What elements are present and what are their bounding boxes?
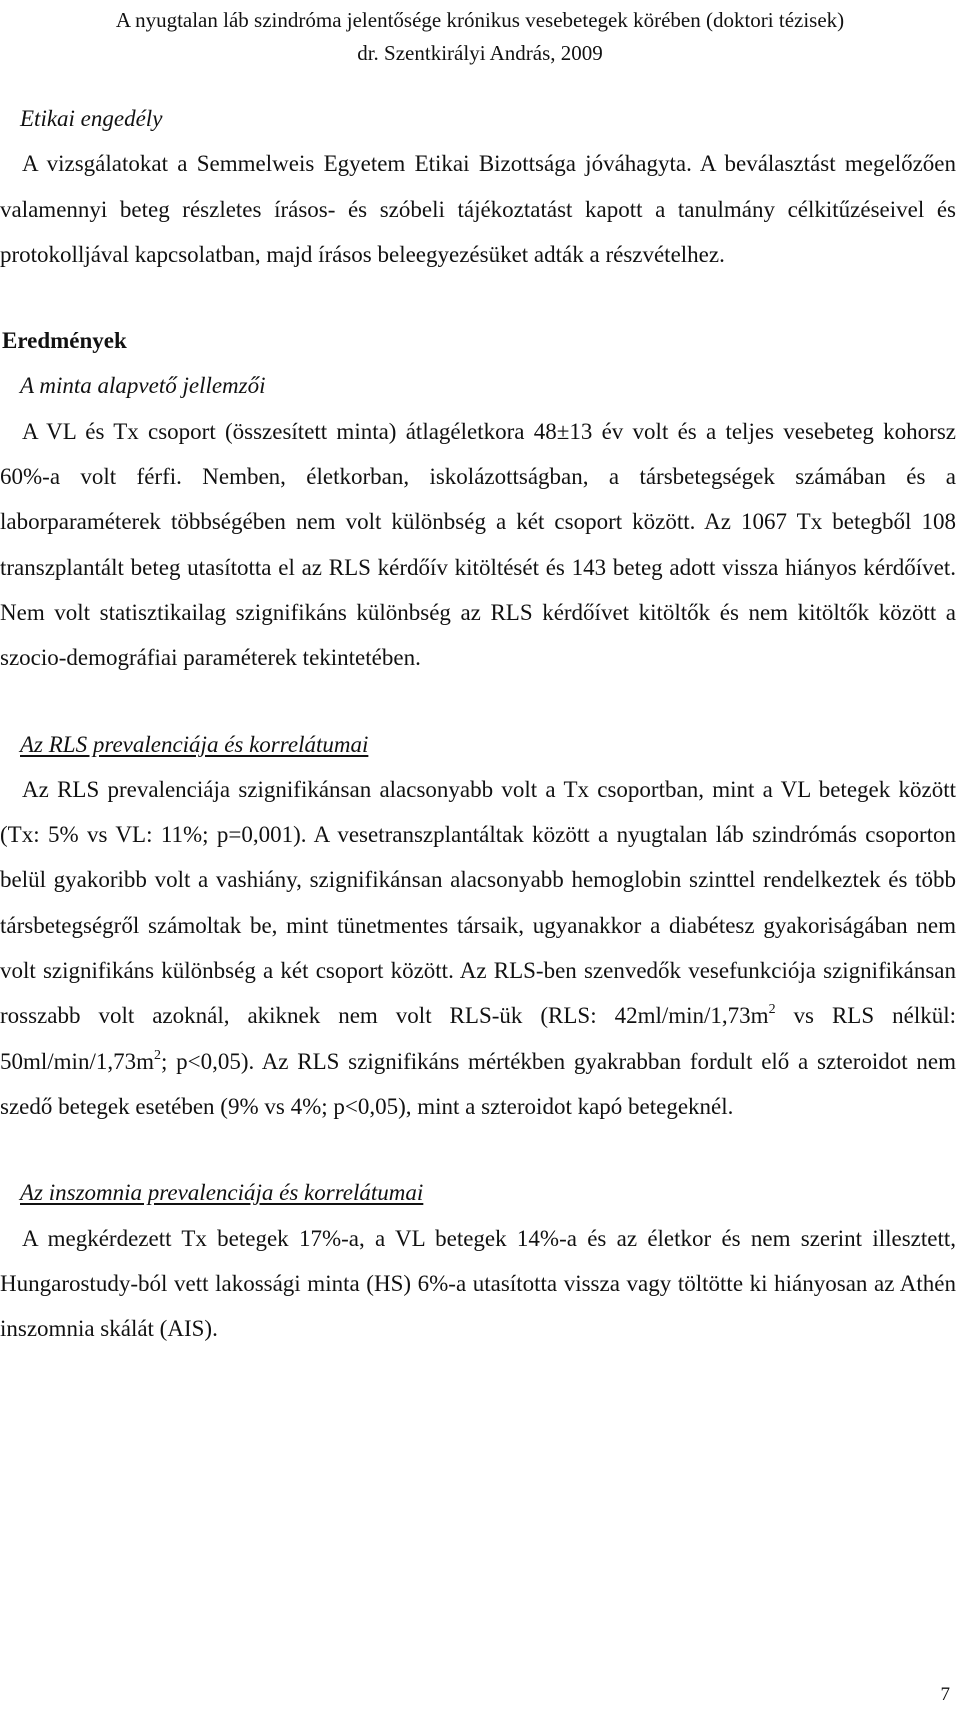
paragraph-rls bbox=[0, 767, 956, 1129]
heading-rls-prevalencia: Az RLS prevalenciája és korrelátumai bbox=[20, 731, 369, 757]
rls-superscript-1: 2 bbox=[768, 1002, 776, 1018]
document-body bbox=[0, 96, 956, 1351]
paragraph-etikai: A vizsgálatokat a Semmelweis Egyetem Etikai Bizottsága jóváhagyta. A beválasztást megelőzően valamennyi beteg részletes írásos- és szóbeli tájékoztatást kapott a tanulmány célkitűzéseivel és protokolljával kapcsolatban, majd írásos beleegyezésüket adták a részvételhez. bbox=[0, 151, 956, 267]
heading-inszomnia-prevalencia: Az inszomnia prevalenciája és korrelátumai bbox=[20, 1180, 424, 1206]
heading-eredmenyek: Eredmények bbox=[2, 328, 127, 354]
page-number: 7 bbox=[940, 1684, 950, 1705]
paragraph-minta: A VL és Tx csoport (összesített minta) átlagéletkora 48±13 év volt és a teljes vesebeteg kohorsz 60%-a volt férfi. Nemben, életkorban, iskolázottságban, a társbetegségek számában és a laborparaméterek többségében nem volt különbség a két csoport között. Az 1067 Tx betegből 108 transzplantált beteg utasította el az RLS kérdőív kitöltését és 143 beteg adott vissza hiányos kérdőívet. Nem volt statisztikailag szignifikáns különbség az RLS kérdőívet kitöltők és nem kitöltők között a szocio-demográfiai paraméterek tekintetében. bbox=[0, 418, 956, 671]
rls-text-part2: vs RLS nélkül: 50ml/min/1,73m bbox=[0, 1003, 956, 1074]
header-author: dr. Szentkirályi András, 2009 bbox=[357, 41, 603, 65]
heading-minta-jellemzoi: A minta alapvető jellemzői bbox=[20, 373, 266, 399]
heading-etikai-engedely: Etikai engedély bbox=[20, 106, 163, 131]
rls-text-part1: Az RLS prevalenciája szignifikánsan alacsonyabb volt a Tx csoportban, mint a VL betegek között (Tx: 5% vs VL: 11%; p=0,001). A vesetranszplantáltak között a nyugtalan láb szindrómás csoporton belül gyakoribb volt a vashiány, szignifikánsan alacsonyabb hemoglobin szinttel rendelkeztek és több társbetegségről számoltak be, mint tünetmentes társaik, ugyanakkor a diabétesz gyakoriságában nem volt szignifikáns különbség a két csoport között. Az RLS-ben szenvedők vesefunkciója szignifikánsan rosszabb volt azoknál, akiknek nem volt RLS-ük (RLS: 42ml/min/1,73m bbox=[0, 776, 956, 1029]
rls-text-part3: ; p<0,05). Az RLS szignifikáns mértékben gyakrabban fordult elő a szteroidot nem szedő betegek esetében (9% vs 4%; p<0,05), mint a szteroidot kapó betegeknél. bbox=[0, 1048, 956, 1119]
rls-superscript-2: 2 bbox=[153, 1047, 161, 1063]
running-header bbox=[0, 4, 960, 70]
header-title: A nyugtalan láb szindróma jelentősége krónikus vesebetegek körében (doktori tézisek) bbox=[115, 8, 845, 32]
paragraph-inszomnia: A megkérdezett Tx betegek 17%-a, a VL betegek 14%-a és az életkor és nem szerint illesztett, Hungarostudy-ból vett lakossági minta (HS) 6%-a utasította vissza vagy töltötte ki hiányosan az Athén inszomnia skálát (AIS). bbox=[0, 1225, 956, 1342]
